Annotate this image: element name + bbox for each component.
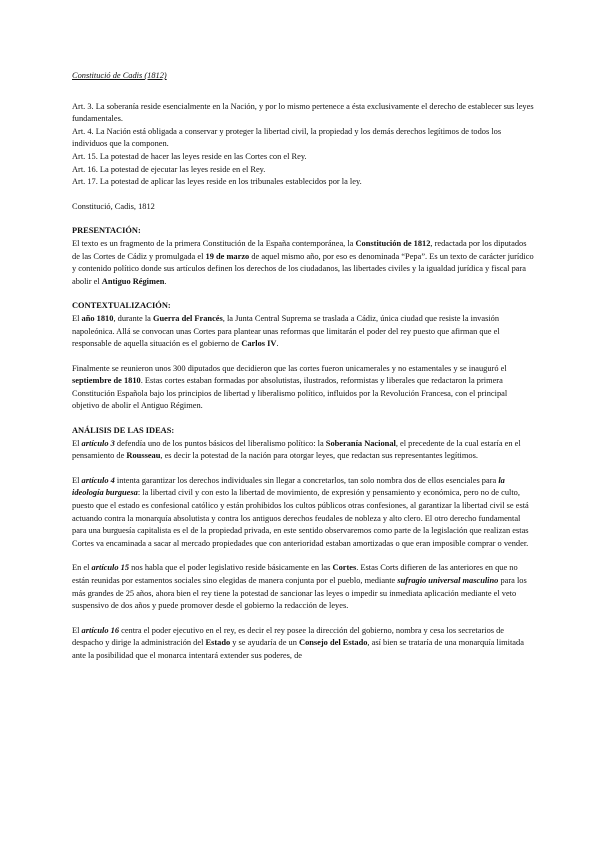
paragraph: El artículo 16 centra el poder ejecutivo en el rey, es decir el rey posee la dirección del gobierno, nombra y cesa los secretarios de despacho y dirige la administración del Estado y se ayudaría de un Consejo del Estado, así bien se trataría de una monarquía limitada ante la posibilidad que el monarca intentará extender sus poderes, de (72, 625, 524, 660)
articles-block (72, 101, 534, 189)
article-item: Art. 17. La potestad de aplicar las leyes reside en los tribunales establecidos por la ley. (72, 177, 362, 187)
paragraph: El artículo 4 intenta garantizar los derechos individuales sin llegar a concretarlos, tan solo nombra dos de ellos esenciales para la ideología burguesa: la libertad civil y con esto la libertad de movimiento, de expresión y pensamiento y económica, pero no de culto, puesto que el estado es confesional católico y están prohibidos los cultos públicos otras confesiones, al garantizar la libertad civil se está actuando contra la monarquía absolutista y contra los antiguos derechos feudales de nobleza y alto clero. El otro derecho fundamental para una burguesía capitalista es el de la propiedad privada, en este sentido observaremos como parte de la legislación que realizan estas Cortes va encaminada a sacar al mercado propiedades que con anterioridad estaban amortizadas o que eran imposible comprar o vender. (72, 475, 529, 548)
paragraph: El texto es un fragmento de la primera Constitución de la España contemporánea, la Constitución de 1812, redactada por los diputados de las Cortes de Cádiz y promulgada el 19 de marzo de aquel mismo año, por eso es denominada “Pepa”. Es un texto de carácter jurídico y contenido político donde sus artículos definen los derechos de los ciudadanos, las libertades civiles y la igualdad jurídica y fiscal para abolir el Antiguo Régimen. (72, 238, 534, 286)
section-analisis (72, 425, 534, 663)
paragraph: El año 1810, durante la Guerra del Francés, la Junta Central Suprema se traslada a Cádiz, única ciudad que resiste la invasión napoleónica. Allá se convocan unas Cortes para plantear unas reformas que limitarán el poder del rey puesto que afirman que el responsable de aquella situación es el gobierno de Carlos IV. (72, 313, 500, 349)
article-item: Art. 3. La soberanía reside esencialmente en la Nación, y por lo mismo pertenece a ésta exclusivamente el derecho de establecer sus leyes fundamentales. (72, 101, 534, 124)
section-heading: PRESENTACIÓN: (72, 226, 141, 236)
source-citation: Constitució, Cadis, 1812 (72, 201, 155, 211)
section-heading: CONTEXTUALIZACIÓN: (72, 301, 171, 311)
section-presentacion (72, 225, 534, 288)
article-item: Art. 16. La potestad de ejecutar las leyes reside en el Rey. (72, 164, 266, 174)
paragraph: En el artículo 15 nos habla que el poder legislativo reside básicamente en las Cortes. Estas Corts difieren de las anteriores en que no están reunidas por estamentos sociales sino elegidas de manera conjunta por el pueblo, mediante sufragio universal masculino para los más grandes de 25 años, ahora bien el rey tiene la potestad de sancionar las leyes o impedir su inmediata aplicación mediante el veto suspensivo de dos años y puede promover desde el gobierno la redacción de leyes. (72, 563, 527, 611)
article-item: Art. 4. La Nación está obligada a conservar y proteger la libertad civil, la propiedad y los demás derechos legítimos de todos los individuos que la componen. (72, 126, 502, 149)
section-heading: ANÁLISIS DE LAS IDEAS: (72, 426, 175, 436)
paragraph: El artículo 3 defendía uno de los puntos básicos del liberalismo político: la Soberanía Nacional, el precedente de la cual estaría en el pensamiento de Rousseau, es decir la potestad de la nación para otorgar leyes, que redactan sus representantes legítimos. (72, 438, 521, 461)
paragraph: Finalmente se reunieron unos 300 diputados que decidieron que las cortes fueron unicamerales y no estamentales y se inauguró el septiembre de 1810. Estas cortes estaban formadas por absolutistas, ilustrados, reformistas y liberales que redactaron la primera Constitución Española bajo los principios de libertad y liberalismo político, influidos por la Revolución Francesa, con el principal objetivo de abolir el Antiguo Régimen. (72, 363, 508, 411)
section-contexto (72, 300, 534, 413)
article-item: Art. 15. La potestad de hacer las leyes reside en las Cortes con el Rey. (72, 151, 307, 161)
document-title: Constitució de Cadis (1812) (72, 71, 167, 80)
